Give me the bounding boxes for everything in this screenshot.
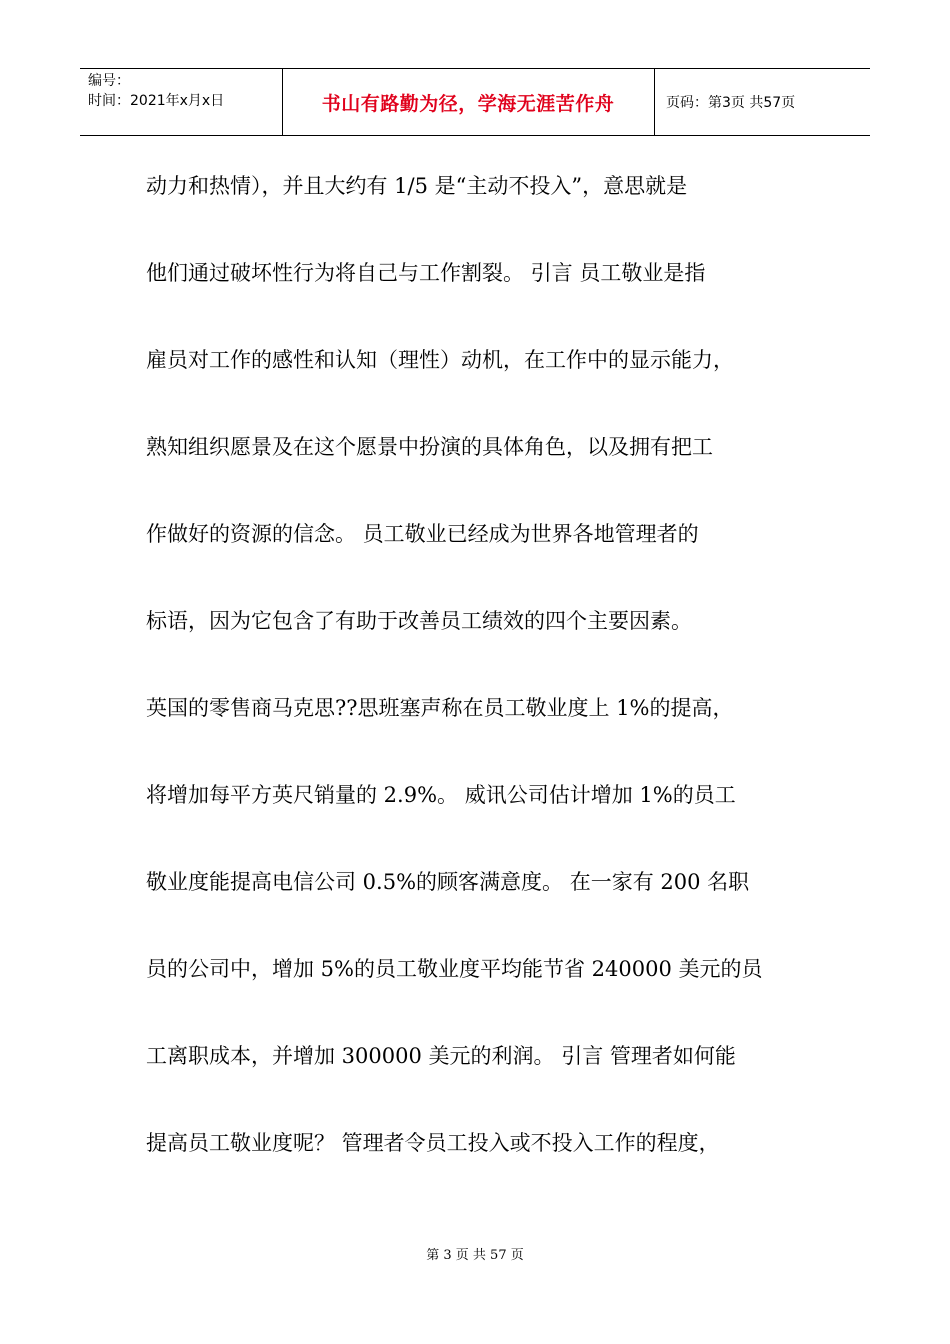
body-line: 标语，因为它包含了有助于改善员工绩效的四个主要因素。 [146, 609, 692, 633]
body-line: 提高员工敬业度呢？ 管理者令员工投入或不投入工作的程度， [146, 1131, 720, 1155]
body-line: 熟知组织愿景及在这个愿景中扮演的具体角色，以及拥有把工 [146, 435, 713, 459]
document-body [146, 162, 826, 1206]
header-meta [88, 71, 224, 111]
header-page-info: 页码：第3页 共57页 [666, 95, 796, 111]
body-line: 雇员对工作的感性和认知（理性）动机，在工作中的显示能力， [146, 348, 734, 372]
body-line: 英国的零售商马克思??思班塞声称在员工敬业度上 1%的提高， [146, 696, 734, 720]
body-line: 员的公司中，增加 5%的员工敬业度平均能节省 240000 美元的员 [146, 957, 763, 981]
header-number-label: 编号： [88, 73, 130, 89]
body-line: 动力和热情），并且大约有 1/5 是“主动不投入”，意思就是 [146, 174, 688, 198]
body-line: 将增加每平方英尺销量的 2.9%。 威讯公司估计增加 1%的员工 [146, 783, 736, 807]
body-line: 敬业度能提高电信公司 0.5%的顾客满意度。 在一家有 200 名职 [146, 870, 750, 894]
document-header [80, 68, 870, 136]
body-line: 作做好的资源的信念。 员工敬业已经成为世界各地管理者的 [146, 522, 699, 546]
page-footer: 第 3 页 共 57 页 [426, 1248, 524, 1263]
body-line: 他们通过破坏性行为将自己与工作割裂。 引言 员工敬业是指 [146, 261, 706, 285]
header-divider-right [654, 69, 655, 135]
header-date-label: 时间：2021年x月x日 [88, 93, 225, 109]
header-motto: 书山有路勤为径，学海无涯苦作舟 [321, 92, 615, 115]
body-line: 工离职成本，并增加 300000 美元的利润。 引言 管理者如何能 [146, 1044, 736, 1068]
